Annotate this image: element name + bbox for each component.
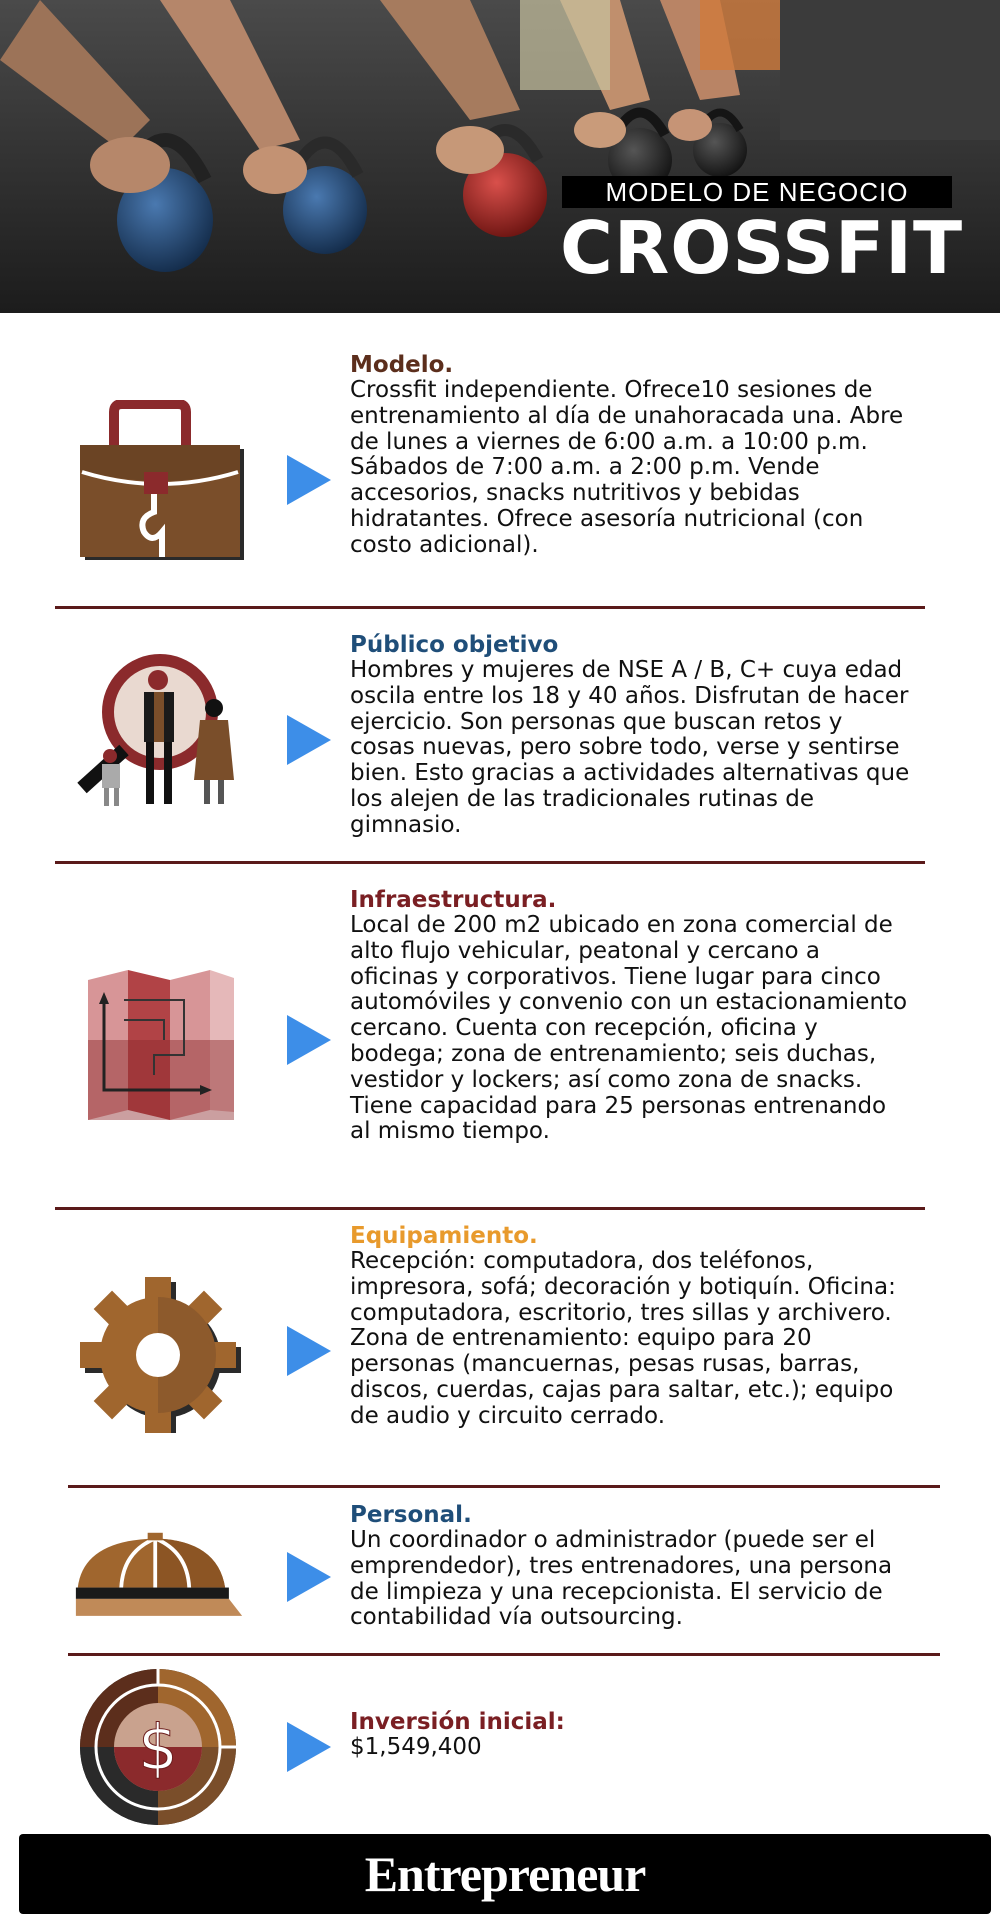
arrow-right-icon [287, 1326, 331, 1376]
section-heading: Personal. [350, 1502, 472, 1528]
gear-icon [74, 1273, 244, 1433]
section-text [350, 1502, 910, 1631]
section-text [350, 1223, 910, 1430]
coin-dollar-icon [74, 1667, 244, 1827]
investment-amount: $1,549,400 [350, 1734, 482, 1760]
cap-icon [74, 1530, 244, 1630]
divider [55, 606, 925, 609]
section-text [350, 1709, 910, 1761]
arrow-right-icon [287, 1722, 331, 1772]
magnifier-people-icon [74, 650, 244, 810]
section-body: Hombres y mujeres de NSE A / B, C+ cuya edad oscila entre los 18 y 40 años. Disfrutan de hacer ejercicio. Son personas que buscan retos y cosas nuevas, pero sobre todo, verse y sentirse bien. Esto gracias a actividades alternativas que los alejen de las tradicionales rutinas de gimnasio. [350, 657, 910, 838]
page-title: CROSSFIT [560, 206, 964, 290]
section-text [350, 352, 910, 559]
section-body: Crossfit independiente. Ofrece10 sesiones de entrenamiento al día de unahoracada una. Abre de lunes a viernes de 6:00 a.m. a 10:00 p.m. Sábados de 7:00 a.m. a 2:00 p.m. Vende accesorios, snacks nutritivos y bebidas hidratantes. Ofrece asesoría nutricional (con costo adicional). [350, 377, 904, 558]
section-text [350, 632, 910, 839]
section-body: Local de 200 m2 ubicado en zona comercial de alto flujo vehicular, peatonal y cercano a oficinas y corporativos. Tiene lugar para cinco automóviles y convenio con un estacionamiento cercano. Cuenta con recepción, oficina y bodega; zona de entrenamiento; seis duchas, vestidor y lockers; así como zona de snacks. Tiene capacidad para 25 personas entrenando al mismo tiempo. [350, 912, 908, 1145]
section-heading: Público objetivo [350, 632, 559, 658]
divider [68, 1485, 940, 1488]
divider [55, 861, 925, 864]
section-heading: Inversión inicial: [350, 1709, 565, 1735]
section-heading: Modelo. [350, 352, 454, 378]
section-text [350, 887, 910, 1145]
hero-banner [0, 0, 1000, 313]
arrow-right-icon [287, 455, 331, 505]
divider [68, 1653, 940, 1656]
section-body: Un coordinador o administrador (puede ser el emprendedor), tres entrenadores, una persona de limpieza y una recepcionista. El servicio de contabilidad vía outsourcing. [350, 1527, 893, 1631]
section-heading: Equipamiento. [350, 1223, 538, 1249]
briefcase-puzzle-icon [74, 400, 244, 560]
banner-subtitle: MODELO DE NEGOCIO [562, 176, 952, 208]
floor-plan-icon [74, 960, 244, 1120]
section-heading: Infraestructura. [350, 887, 557, 913]
arrow-right-icon [287, 1552, 331, 1602]
footer-brand: Entrepreneur [19, 1834, 991, 1914]
section-body: Recepción: computadora, dos teléfonos, impresora, sofá; decoración y botiquín. Oficina: computadora, escritorio, tres sillas y archivero. Zona de entrenamiento: equipo para 20 personas (mancuernas, pesas rusas, barras, discos, cuerdas, cajas para saltar, etc.); equipo de audio y circuito cerrado. [350, 1248, 896, 1429]
arrow-right-icon [287, 715, 331, 765]
arrow-right-icon [287, 1015, 331, 1065]
svg-text:$: $ [138, 1711, 178, 1784]
divider [55, 1207, 925, 1210]
